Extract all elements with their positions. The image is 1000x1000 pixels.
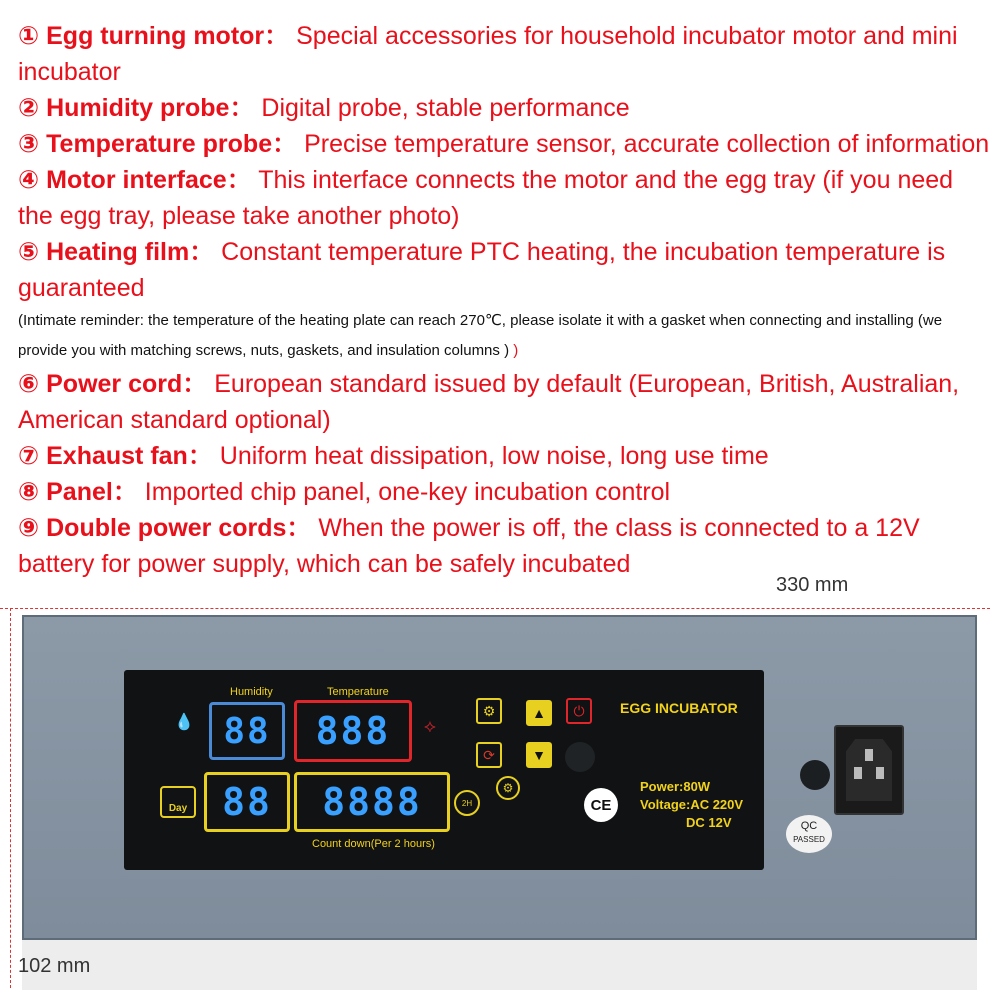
height-dimension-line	[10, 608, 11, 988]
up-button[interactable]	[526, 700, 552, 726]
sensor-hole	[565, 742, 595, 772]
settings-button[interactable]	[476, 698, 502, 724]
rotate-icon: ⟳	[483, 746, 495, 763]
socket-pin	[876, 767, 884, 779]
width-dimension-line	[0, 608, 990, 609]
day-display: 88	[204, 772, 290, 832]
gear-icon: ⚙	[482, 702, 496, 719]
countdown-label: Count down(Per 2 hours)	[312, 838, 435, 850]
feature-item-9: ⑨ Double power cords： When the power is off, the class is connected to a 12V battery for power supply, which can be safely incubated	[18, 514, 920, 578]
feature-item-1: ① Egg turning motor： Special accessories for household incubator motor and mini incubator	[18, 22, 958, 86]
humidity-label: Humidity	[230, 686, 273, 698]
arrow-up-icon: ▲	[532, 705, 546, 721]
countdown-display: 8888	[294, 772, 450, 832]
dc-spec: DC 12V	[686, 815, 732, 830]
settings-gears-icon: ⚙	[496, 776, 520, 800]
temperature-display: 888	[294, 700, 412, 762]
qc-sticker: QC PASSED	[786, 815, 832, 853]
egg-turn-button[interactable]	[476, 742, 502, 768]
lcd-display	[124, 670, 764, 870]
socket-pin	[865, 749, 873, 761]
feature-item-6: ⑥ Power cord： European standard issued by default (European, British, Australian, American standard optional)	[18, 370, 960, 434]
down-button[interactable]	[526, 742, 552, 768]
height-dimension: 102 mm	[18, 955, 91, 977]
humidity-drop-icon: 💧	[174, 714, 194, 731]
power-icon: ⏻	[573, 702, 585, 719]
socket-inner	[846, 739, 892, 801]
humidity-display: 88	[209, 702, 285, 760]
feature-item-2: ② Humidity probe： Digital probe, stable performance	[18, 94, 630, 122]
temperature-label: Temperature	[327, 686, 389, 698]
power-button[interactable]	[566, 698, 592, 724]
feature-item-8: ⑧ Panel： Imported chip panel, one-key incubation control	[18, 478, 671, 506]
power-socket	[834, 725, 904, 815]
arrow-down-icon: ▼	[532, 747, 546, 763]
feature-list	[18, 18, 993, 582]
heating-icon: ⟡	[424, 716, 436, 736]
fuse-knob[interactable]	[800, 760, 830, 790]
voltage-spec: Voltage:AC 220V	[640, 797, 744, 812]
timer-2h-icon: 2H	[454, 790, 480, 816]
feature-item-4: ④ Motor interface： This interface connects the motor and the egg tray (if you need the egg tray, please take another photo)	[18, 166, 954, 230]
socket-pin	[854, 767, 862, 779]
width-dimension: 330 mm	[776, 574, 849, 596]
power-spec: Power:80W	[640, 779, 711, 794]
feature-item-3: ③ Temperature probe： Precise temperature sensor, accurate collection of information	[18, 130, 990, 158]
feature-item-7: ⑦ Exhaust fan： Uniform heat dissipation, low noise, long use time	[18, 442, 769, 470]
surface	[22, 940, 977, 990]
ce-mark: CE	[584, 788, 618, 822]
product-title: EGG INCUBATOR	[620, 700, 738, 716]
reminder-note: (Intimate reminder: the temperature of the heating plate can reach 270℃, please isolate it with a gasket when connecting and installing (we provide you with matching screws, nuts, gaskets, and insulation columns ) )	[18, 312, 943, 359]
calendar-icon: Day	[160, 786, 196, 818]
feature-item-5: ⑤ Heating film： Constant temperature PTC heating, the incubation temperature is guaranteed	[18, 238, 946, 302]
